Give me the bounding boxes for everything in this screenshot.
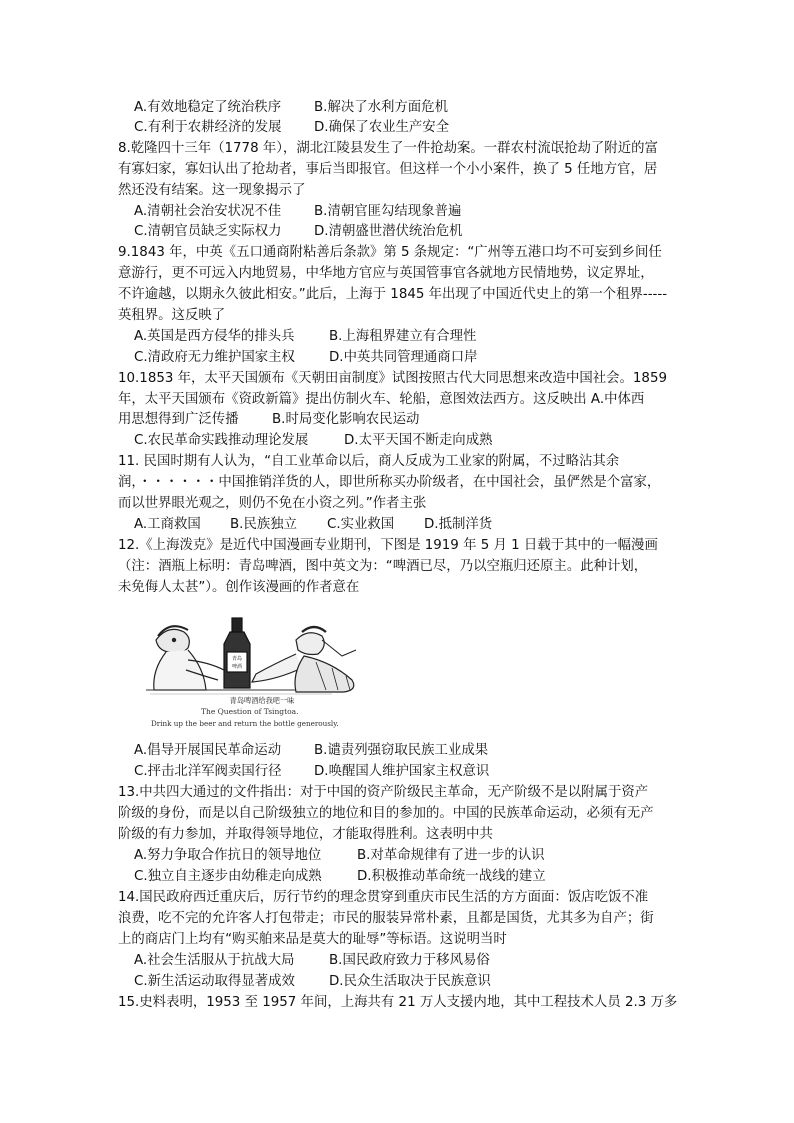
cartoon-caption-sub: Drink up the beer and return the bottle generously. bbox=[151, 719, 339, 728]
q11-stem-line-2: 润，・・・・・・中国推销洋货的人，即世所称买办阶级者，在中国社会，虽俨然是个富家， bbox=[118, 475, 661, 490]
q7-option-a[interactable]: A.有效地稳定了统治秩序 bbox=[134, 100, 282, 115]
q10-stem-line-3: 用思想得到广泛传播 bbox=[118, 412, 239, 427]
q14-option-a[interactable]: A.社会生活服从于抗战大局 bbox=[134, 953, 295, 968]
beer-bottle bbox=[224, 618, 250, 688]
q14-option-c[interactable]: C.新生活运动取得显著成效 bbox=[134, 974, 295, 989]
q7-option-b[interactable]: B.解决了水利方面危机 bbox=[314, 100, 448, 115]
q8-option-b[interactable]: B.清朝官匪勾结现象普遍 bbox=[314, 204, 462, 219]
q10-option-d[interactable]: D.太平天国不断走向成熟 bbox=[344, 433, 493, 448]
q9-option-a[interactable]: A.英国是西方侵华的排头兵 bbox=[134, 329, 295, 344]
q12-stem-line-3: 未免侮人太甚”）。创作该漫画的作者意在 bbox=[118, 580, 360, 595]
q9-stem-line-4: 英租界。这反映了 bbox=[118, 308, 226, 323]
q13-option-a[interactable]: A.努力争取合作抗日的领导地位 bbox=[134, 848, 322, 863]
q12-option-b[interactable]: B.谴责列强窃取民族工业成果 bbox=[314, 743, 489, 758]
q11-stem-line-3: 而以世界眼光观之，则仍不免在小资之列。”作者主张 bbox=[118, 496, 427, 511]
q12-stem-line-2: （注：酒瓶上标明：青岛啤酒，图中英文为：“啤酒已尽，乃以空瓶归还原主。此种计划， bbox=[118, 559, 648, 574]
q9-option-b[interactable]: B.上海租界建立有合理性 bbox=[329, 329, 477, 344]
cartoon-chinese-caption: 青岛啤酒给我吧一味 bbox=[229, 696, 295, 705]
q11-option-b[interactable]: B.民族独立 bbox=[230, 517, 298, 532]
q8-stem-line-1: 8.乾隆四十三年（1778 年），湖北江陵县发生了一件抢劫案。一群农村流氓抢劫了附近的富 bbox=[118, 141, 658, 156]
q14-stem-line-2: 浪费，吃不完的允许客人打包带走；市民的服装异常朴素，且都是国货，尤其多为自产；街 bbox=[118, 911, 654, 926]
q11-option-a[interactable]: A.工商救国 bbox=[134, 517, 201, 532]
q10-stem-line-2: 年，太平天国颁布《资政新篇》提出仿制火车、轮船，意图效法西方。这反映出 A.中体西 bbox=[118, 392, 645, 407]
q9-option-c[interactable]: C.清政府无力维护国家主权 bbox=[134, 350, 295, 365]
q15-stem-line-1: 15.史料表明，1953 至 1957 年间，上海共有 21 万人支援内地，其中工程技术人员 2.3 万多 bbox=[118, 995, 678, 1010]
q8-stem-line-3: 然还没有结案。这一现象揭示了 bbox=[118, 183, 306, 198]
q14-option-d[interactable]: D.民众生活取决于民族意识 bbox=[329, 974, 491, 989]
q13-option-c[interactable]: C.独立自主逐步由幼稚走向成熟 bbox=[134, 869, 322, 884]
q12-option-d[interactable]: D.唤醒国人维护国家主权意识 bbox=[314, 764, 490, 779]
q14-stem-line-3: 上的商店门上均有“购买舶来品是莫大的耻辱”等标语。这说明当时 bbox=[118, 932, 507, 947]
q12-option-a[interactable]: A.倡导开展国民革命运动 bbox=[134, 743, 282, 758]
q12-stem-line-1: 12.《上海泼克》是近代中国漫画专业期刊，下图是 1919 年 5 月 1 日载于其中的一幅漫画 bbox=[118, 538, 658, 553]
q9-stem-line-3: 不许逾越，以期永久彼此相安。”此后，上海于 1845 年出现了中国近代史上的第一个租界----- bbox=[118, 287, 668, 302]
q12-option-c[interactable]: C.抨击北洋军阀卖国行径 bbox=[134, 764, 282, 779]
q14-option-b[interactable]: B.国民政府致力于移风易俗 bbox=[329, 953, 490, 968]
q13-option-b[interactable]: B.对革命规律有了进一步的认识 bbox=[357, 848, 545, 863]
q8-option-c[interactable]: C.清朝官员缺乏实际权力 bbox=[134, 224, 282, 239]
q14-stem-line-1: 14.国民政府西迁重庆后，厉行节约的理念贯穿到重庆市民生活的方方面面：饭店吃饭不准 bbox=[118, 890, 649, 905]
q10-option-c[interactable]: C.农民革命实践推动理论发展 bbox=[134, 433, 309, 448]
q11-stem-line-1: 11. 民国时期有人认为，“自工业革命以后，商人反成为工业家的附属，不过略沾其余 bbox=[118, 454, 620, 469]
q13-option-d[interactable]: D.积极推动革命统一战线的建立 bbox=[357, 869, 546, 884]
q7-option-d[interactable]: D.确保了农业生产安全 bbox=[314, 120, 450, 135]
q13-stem-line-2: 阶级的身份，而是以自己阶级独立的地位和目的参加的。中国的民族革命运动，必须有无产 bbox=[118, 806, 654, 821]
q9-stem-line-2: 意游行，更不可远入内地贸易，中华地方官应与英国管事官各就地方民情地势，议定界址， bbox=[118, 266, 654, 281]
q8-stem-line-2: 有寡妇家，寡妇认出了抢劫者，事后当即报官。但这样一个小小案件，换了 5 任地方官，居 bbox=[118, 162, 658, 177]
q10-option-b[interactable]: B.时局变化影响农民运动 bbox=[272, 412, 420, 427]
q8-option-a[interactable]: A.清朝社会治安状况不佳 bbox=[134, 204, 282, 219]
bottle-label-line2: 啤酒 bbox=[231, 664, 243, 670]
q9-option-d[interactable]: D.中英共同管理通商口岸 bbox=[329, 350, 478, 365]
q13-stem-line-3: 阶级的有力参加，并取得领导地位，才能取得胜利。这表明中共 bbox=[118, 827, 493, 842]
right-figure bbox=[252, 627, 356, 692]
q7-option-c[interactable]: C.有利于农耕经济的发展 bbox=[134, 120, 282, 135]
bottle-label-line1: 青岛 bbox=[231, 656, 243, 662]
q11-option-c[interactable]: C.实业救国 bbox=[327, 517, 395, 532]
q8-option-d[interactable]: D.清朝盛世潜伏统治危机 bbox=[314, 224, 463, 239]
left-figure bbox=[154, 626, 224, 690]
q13-stem-line-1: 13.中共四大通过的文件指出：对于中国的资产阶级民主革命，无产阶级不是以附属于资产 bbox=[118, 785, 649, 800]
cartoon-caption-title: The Question of Tsingtoa. bbox=[201, 707, 299, 716]
q9-stem-line-1: 9.1843 年，中英《五口通商附粘善后条款》第 5 条规定：“广州等五港口均不可妄到乡间任 bbox=[118, 245, 662, 260]
q10-stem-line-1: 10.1853 年，太平天国颁布《天朝田亩制度》试图按照古代大同思想来改造中国社会。1859 bbox=[118, 371, 667, 386]
q11-option-d[interactable]: D.抵制洋货 bbox=[424, 517, 493, 532]
